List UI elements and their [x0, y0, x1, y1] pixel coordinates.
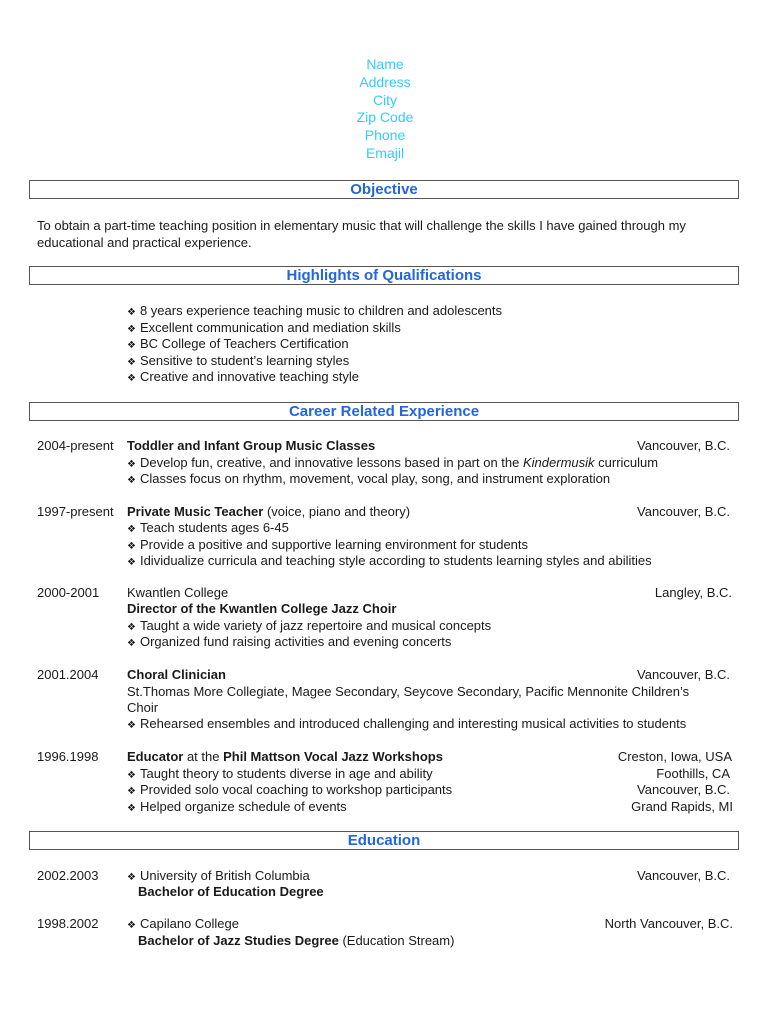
diamond-bullet-icon: ❖: [127, 872, 136, 883]
diamond-bullet-icon: ❖: [127, 323, 136, 335]
diamond-bullet-icon: ❖: [127, 524, 136, 535]
diamond-bullet-icon: ❖: [127, 638, 136, 649]
contact-name: Name: [366, 56, 404, 72]
job-location: Grand Rapids, MI: [631, 798, 733, 814]
diamond-bullet-icon: ❖: [127, 541, 136, 552]
diamond-bullet-icon: ❖: [127, 373, 136, 384]
job-location: Vancouver, B.C.: [637, 667, 730, 682]
diamond-bullet-icon: ❖: [127, 307, 136, 318]
job-location: Foothills, CA: [656, 765, 730, 781]
contact-phone: Phone: [364, 127, 406, 144]
list-item: ❖ Classes focus on rhythm, movement, vocal play, song, and instrument exploration: [127, 471, 610, 490]
diamond-bullet-icon: ❖: [127, 720, 136, 731]
job-location: Vancouver, B.C.: [637, 504, 730, 519]
job-location: Creston, Iowa, USA: [617, 749, 732, 764]
contact-block: [0, 56, 770, 163]
list-item: ❖ Develop fun, creative, and innovative lessons based in part on the Kindermusik curriculum: [127, 455, 658, 474]
edu-degree: Bachelor of Education Degree: [138, 884, 324, 899]
list-item: ❖ Helped organize schedule of events: [127, 799, 347, 818]
job-location: Vancouver, B.C.: [637, 782, 730, 797]
job-location: Vancouver, B.C.: [637, 438, 730, 453]
job-dates: 2001.2004: [37, 667, 99, 682]
job-dates: 1997-present: [37, 504, 114, 519]
job-dates: 1996.1998: [37, 749, 99, 764]
contact-address: Address: [359, 73, 411, 90]
job-title: Toddler and Infant Group Music Classes: [127, 438, 376, 453]
diamond-bullet-icon: ❖: [127, 340, 136, 351]
edu-dates: 1998.2002: [37, 916, 99, 931]
diamond-bullet-icon: ❖: [127, 475, 136, 486]
list-item: ❖ Provide a positive and supportive learning environment for students: [127, 537, 528, 556]
experience-heading: Career Related Experience: [29, 402, 739, 421]
list-item: ❖ Excellent communication and mediation skills: [127, 320, 401, 339]
diamond-bullet-icon: ❖: [127, 459, 136, 470]
job-dates: 2004-present: [37, 438, 114, 453]
diamond-bullet-icon: ❖: [127, 786, 136, 797]
edu-location: Vancouver, B.C.: [637, 868, 730, 883]
edu-location: North Vancouver, B.C.: [604, 916, 733, 931]
list-item: ❖ Taught theory to students diverse in age and ability: [127, 766, 433, 785]
edu-dates: 2002.2003: [37, 868, 99, 883]
edu-school: ❖ University of British Columbia: [127, 868, 310, 887]
contact-city: City: [372, 91, 398, 108]
job-location: Langley, B.C.: [654, 585, 732, 600]
objective-text: To obtain a part-time teaching position in elementary music that will challenge the skills I have gained through my educational and practical experience.: [37, 218, 686, 250]
job-title: Choral Clinician: [127, 667, 226, 682]
objective-heading: Objective: [29, 180, 739, 199]
job-title: Educator at the Phil Mattson Vocal Jazz Workshops: [127, 749, 443, 764]
diamond-bullet-icon: ❖: [127, 769, 136, 781]
list-item: ❖ Taught a wide variety of jazz repertoire and musical concepts: [127, 618, 491, 637]
list-item: ❖ Sensitive to student’s learning styles: [127, 353, 349, 372]
contact-email: Emajil: [365, 144, 405, 161]
job-title: Private Music Teacher (voice, piano and theory): [127, 504, 411, 519]
contact-zip: Zip Code: [356, 109, 414, 126]
list-item: ❖ Creative and innovative teaching style: [127, 369, 359, 388]
list-item: ❖ 8 years experience teaching music to children and adolescents: [127, 303, 502, 322]
education-heading: Education: [29, 831, 739, 850]
diamond-bullet-icon: ❖: [127, 920, 136, 931]
job-title: Director of the Kwantlen College Jazz Choir: [127, 601, 397, 616]
diamond-bullet-icon: ❖: [127, 356, 136, 368]
list-item: ❖ Idividualize curricula and teaching style according to students learning styles and abilities: [127, 553, 652, 572]
list-item: ❖ Provided solo vocal coaching to workshop participants: [127, 782, 452, 801]
highlights-heading: Highlights of Qualifications: [29, 266, 739, 285]
list-item: ❖ Organized fund raising activities and evening concerts: [127, 634, 451, 653]
diamond-bullet-icon: ❖: [127, 622, 136, 633]
diamond-bullet-icon: ❖: [127, 557, 136, 568]
edu-school: ❖ Capilano College: [127, 916, 239, 935]
list-item: ❖ Teach students ages 6-45: [127, 520, 289, 539]
job-dates: 2000-2001: [37, 585, 100, 600]
list-item: ❖ Rehearsed ensembles and introduced challenging and interesting musical activities to students: [127, 716, 686, 735]
job-schools: St.Thomas More Collegiate, Magee Secondary, Seycove Secondary, Pacific Mennonite Children’s: [127, 684, 690, 699]
job-org: Kwantlen College: [127, 585, 229, 600]
edu-degree: Bachelor of Jazz Studies Degree (Education Stream): [138, 933, 455, 948]
diamond-bullet-icon: ❖: [127, 802, 136, 814]
list-item: ❖ BC College of Teachers Certification: [127, 336, 349, 355]
job-schools-cont: Choir: [127, 700, 159, 715]
